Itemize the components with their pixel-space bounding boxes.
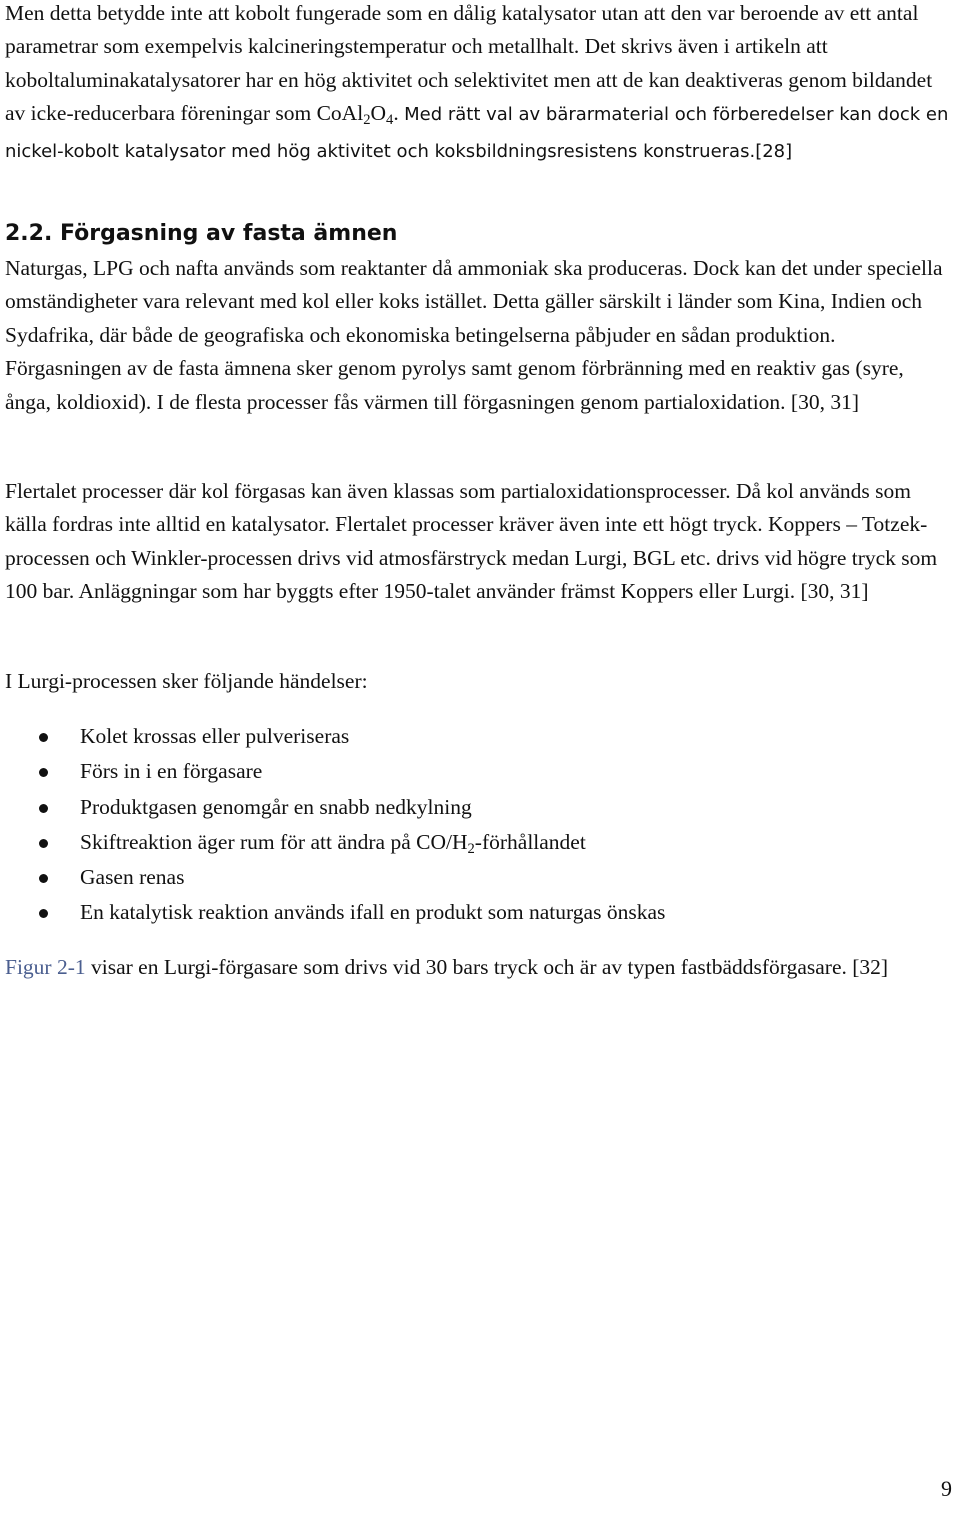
- list-item-text: Förs in i en förgasare: [80, 759, 263, 784]
- list-item-text: En katalytisk reaktion används ifall en produkt som naturgas önskas: [80, 900, 666, 925]
- paragraph-catalyst-part2: Med rätt val av bärarmaterial och förberedelser kan dock en nickel-kobolt katalysator med hög aktivitet och koksbildningsresistens konstrueras.[28]: [5, 104, 949, 162]
- paragraph-figure-reference: [5, 951, 950, 984]
- bullet-icon: [39, 768, 48, 777]
- list-item-text-suffix: -förhållandet: [474, 829, 586, 854]
- paragraph-gasification: Naturgas, LPG och nafta används som reaktanter då ammoniak ska produceras. Dock kan det under speciella omständigheter vara relevant med kol eller koks istället. Detta gäller särskilt i länder som Kina, Indien och Sydafrika, där både de geografiska och ekonomiska betingelserna påbjuder en sådan produktion. Förgasningen av de fasta ämnena sker genom pyrolys samt genom förbränning med en reaktiv gas (syre, ånga, koldioxid). I de flesta processer fås värmen till förgasningen genom partialoxidation. [30, 31]: [5, 256, 943, 414]
- list-item-text: Produktgasen genomgår en snabb nedkylning: [80, 794, 472, 819]
- list-item-text: Skiftreaktion äger rum för att ändra på CO/H: [80, 829, 468, 854]
- section-heading: 2.2. Förgasning av fasta ämnen: [5, 221, 398, 246]
- list-item: [0, 895, 950, 930]
- figure-reference-link[interactable]: Figur 2-1: [5, 955, 86, 979]
- subscript-4: 4: [386, 111, 394, 128]
- bullet-icon: [39, 839, 48, 848]
- list-item: [0, 719, 950, 754]
- list-item: [0, 790, 950, 825]
- paragraph-processes: Flertalet processer där kol förgasas kan även klassas som partialoxidationsprocesser. Då kol används som källa fordras inte alltid en katalysator. Flertalet processer kräver även inte ett högt tryck. Koppers – Totzek-processen och Winkler-processen drivs vid atmosfärstryck medan Lurgi, BGL etc. drivs vid högre tryck som 100 bar. Anläggningar som har byggts efter 1950-talet använder främst Koppers eller Lurgi. [30, 31]: [5, 479, 938, 604]
- page-number: 9: [941, 1476, 952, 1501]
- bullet-icon: [39, 874, 48, 883]
- subscript-2: 2: [363, 111, 371, 128]
- paragraph-lurgi-intro: I Lurgi-processen sker följande händelser:: [5, 669, 368, 693]
- paragraph-catalyst-part1: Men detta betydde inte att kobolt fungerade som en dålig katalysator utan att den var beroende av ett antal parametrar som exempelvis kalcineringstemperatur och metallhalt. Det skrivs även i artikeln att koboltaluminakatalysatorer har en hög aktivitet och selektivitet men att de kan deaktiveras genom bildandet av icke-reducerbara föreningar som CoAl: [5, 1, 933, 126]
- paragraph-catalyst: [5, 0, 950, 168]
- list-item: [0, 860, 950, 895]
- list-item-text: Kolet krossas eller pulveriseras: [80, 724, 350, 748]
- subscript-2: 2: [467, 840, 475, 857]
- formula-o: O: [370, 101, 387, 126]
- list-item: [0, 825, 950, 860]
- lurgi-steps-list: [0, 719, 950, 931]
- bullet-icon: [39, 909, 48, 918]
- bullet-icon: [39, 733, 48, 742]
- list-item-text: Gasen renas: [80, 865, 185, 890]
- formula-period: .: [393, 101, 405, 126]
- bullet-icon: [39, 804, 48, 813]
- figure-reference-text: visar en Lurgi-förgasare som drivs vid 30 bars tryck och är av typen fastbäddsförgasare. [32]: [85, 955, 889, 979]
- list-item: [0, 754, 950, 789]
